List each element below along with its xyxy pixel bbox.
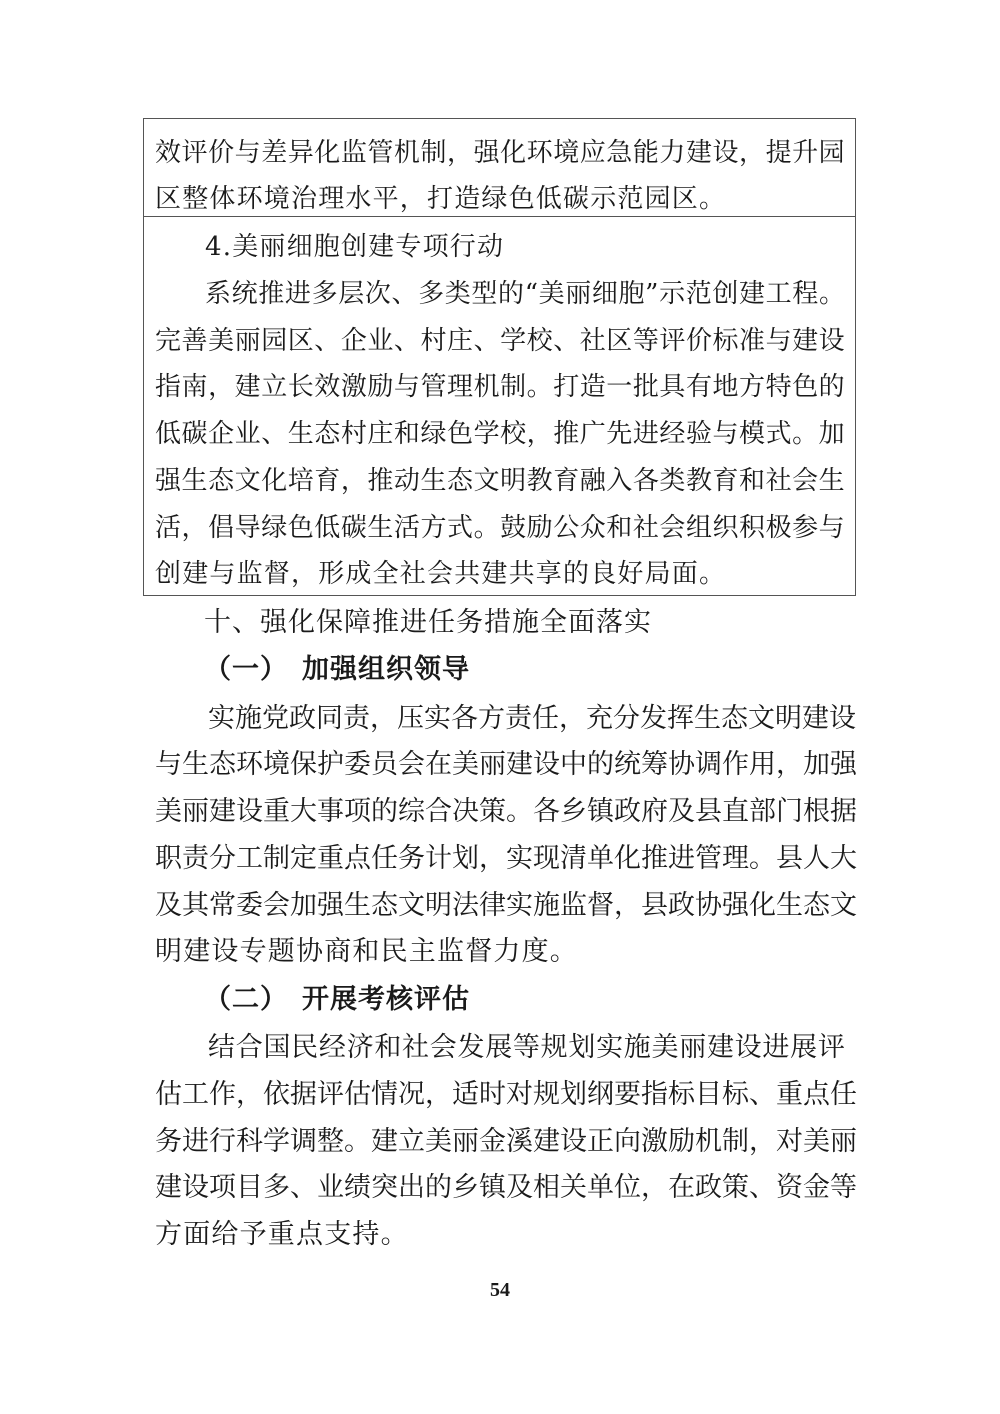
paragraph-line: 方面给予重点支持。 [155,1219,409,1250]
box-line: 效 评 价 与 差 异 化 监 管 机 制 ， 强 化 环 境 应 急 能 力 建 设 ， 提 升 园 [155,138,845,168]
paragraph-line: 结 合 国 民 经 济 和 社 会 发 展 等 规 划 实 施 美 丽 建 设 进 展 评 [208,1032,845,1063]
paragraph-line: 实 施 党 政 同 责 ， 压 实 各 方 责 任 ， 充 分 发 挥 生 态 文 明 建 设 [208,703,856,734]
box-line: 创建与监督，形成全社会共建共享的良好局面。 [155,559,727,589]
subsection-number: （一） [204,654,288,685]
subsection-label: 加强组织领导 [302,654,470,685]
paragraph-line: 务 进 行 科 学 调 整 。 建 立 美 丽 金 溪 建 设 正 向 激 励 机 制 ， 对 美 丽 [155,1126,857,1157]
box-line: 强 生 态 文 化 培 育 ， 推 动 生 态 文 明 教 育 融 入 各 类 教 育 和 社 会 生 [155,466,845,496]
box-line: 活 ， 倡 导 绿 色 低 碳 生 活 方 式 。 鼓 励 公 众 和 社 会 组 织 积 极 参 与 [155,513,845,543]
paragraph-line: 估 工 作 ， 依 据 评 估 情 况 ， 适 时 对 规 划 纲 要 指 标 目 标 、 重 点 任 [155,1079,857,1110]
box-line: 低 碳 企 业 、 生 态 村 庄 和 绿 色 学 校 ， 推 广 先 进 经 验 与 模 式 。 加 [155,419,845,449]
paragraph-line: 与 生 态 环 境 保 护 委 员 会 在 美 丽 建 设 中 的 统 筹 协 调 作 用 ， 加 强 [155,749,857,780]
paragraph-line: 职 责 分 工 制 定 重 点 任 务 计 划 ， 实 现 清 单 化 推 进 管 理 。 县 人 大 [155,843,857,874]
box-line: 系 统 推 进 多 层 次 、 多 类 型 的 “ 美 丽 细 胞 ” 示 范 创 建 工 程 。 [205,279,845,309]
paragraph-line: 美 丽 建 设 重 大 事 项 的 综 合 决 策 。 各 乡 镇 政 府 及 县 直 部 门 根 据 [155,796,857,827]
subsection-heading [204,655,470,685]
paragraph-line: 及 其 常 委 会 加 强 生 态 文 明 法 律 实 施 监 督 ， 县 政 协 强 化 生 态 文 [155,890,857,921]
box-line: 区整体环境治理水平，打造绿色低碳示范园区。 [155,184,727,214]
subsection-heading [204,985,470,1015]
action-title: 4.美丽细胞创建专项行动 [205,232,505,262]
subsection-label: 开展考核评估 [302,984,470,1015]
section-heading: 十、强化保障推进任务措施全面落实 [204,607,652,638]
box-line: 完 善 美 丽 园 区 、 企 业 、 村 庄 、 学 校 、 社 区 等 评 价 标 准 与 建 设 [155,326,845,356]
paragraph-line: 建 设 项 目 多 、 业 绩 突 出 的 乡 镇 及 相 关 单 位 ， 在 政 策 、 资 金 等 [155,1172,857,1203]
page-number: 54 [490,1279,510,1301]
box-line: 指 南 ， 建 立 长 效 激 励 与 管 理 机 制 。 打 造 一 批 具 有 地 方 特 色 的 [155,372,845,402]
subsection-number: （二） [204,984,288,1015]
paragraph-line: 明建设专题协商和民主监督力度。 [155,936,578,967]
